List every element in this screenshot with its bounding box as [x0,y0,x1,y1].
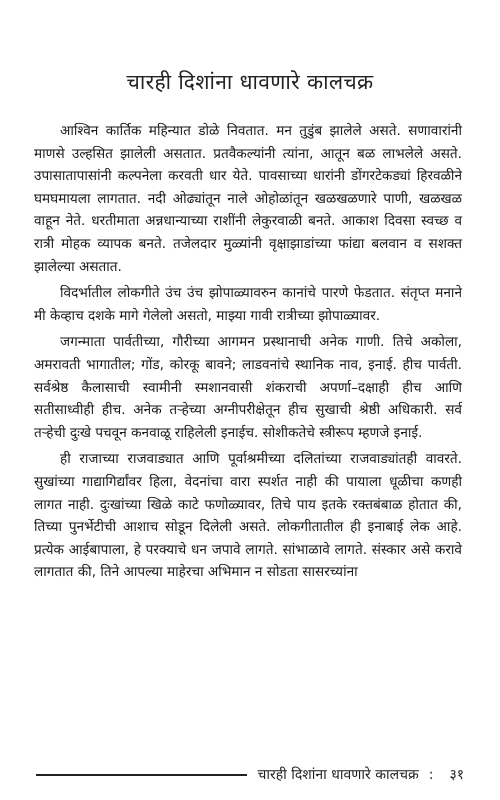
page-footer [36,765,464,784]
paragraph-2: विदर्भातील लोकगीते उंच उंच झोपाळ्यावरुन कानांचे पारणे फेडतात. संतृप्त मनाने मी केव्हाच दशके मागे गेलेलो असतो, माझ्या गावी रात्रीच्या झोपाळ्यावर. [34,285,462,324]
footer-rule [36,774,247,776]
paragraph-1: आश्विन कार्तिक महिन्यात डोळे निवतात. मन तुडुंब झालेले असते. सणावारांनी माणसे उल्हसित झालेली असतात. प्रतवैकल्यांनी त्यांना, आतून बळ लाभलेले असते. उपासातापासांनी कल्पनेला करवती धार येते. पावसाच्या धारांनी डोंगरटेकड्यां हिरवळीने घमघमायला लागतात. नदी ओढ्यांतून नाले ओहोळांतून खळखळणारे पाणी, खळखळ वाहून नेते. धरतीमाता अन्नधान्याच्या राशींनी लेकुरवाळी बनते. आकाश दिवसा स्वच्छ व रात्री मोहक व्यापक बनते. तजेलदार मुळ्यांनी वृक्षाझाडांच्या फांद्या बलवान व सशक्त झालेल्या असतात. [34,123,462,275]
footer-running-title: चारही दिशांना धावणारे कालचक्र [257,767,419,783]
footer-separator: : [428,766,434,783]
page-title: चारही दिशांना धावणारे कालचक्र [126,70,374,94]
body-text [34,120,462,588]
paragraph-3: जगन्माता पार्वतीच्या, गौरीच्या आगमन प्रस्थानाची अनेक गाणी. तिचे अकोला, अमरावती भागातील; गोंड, कोरकू बावने; लाडवनांचे स्थानिक नाव, इनाई. हीच पार्वती. सर्वश्रेष्ठ कैलासाची स्वामीनी स्मशानवासी शंकराची अपर्णा–दक्षाही हीच आणि सतीसाध्वीही हीच. अनेक तऱ्हेच्या अग्नीपरीक्षेतून हीच सुखाची श्रेष्ठी अधिकारी. सर्व तऱ्हेची दुःखे पचवून कनवाळू राहिलेली इनाईच. सोशीकतेचे स्त्रीरूप म्हणजे इनाई. [34,334,462,441]
paragraph-4: ही राजाच्या राजवाड्यात आणि पूर्वाश्रमीच्या दलितांच्या राजवाड्यांतही वावरते. सुखांच्या गाद्यागिर्द्यांवर हिला, वेदनांचा वारा स्पर्शत नाही की पायाला धूळीचा कणही लागत नाही. दुःखांच्या खिळे काटे फणोळ्यावर, तिचे पाय इतके रक्तबंबाळ होतात की, तिच्या पुनर्भेटीची आशाच सोडून दिलेली असते. लोकगीतातील ही इनाबाई लेक आहे. प्रत्येक आईबापाला, हे परक्याचे धन जपावे लागते. सांभाळावे लागते. संस्कार असे करावे लागतात की, तिने आपल्या माहेरचा अभिमान न सोडता सासरच्यांना [34,451,462,581]
page-number: ३१ [449,767,464,783]
